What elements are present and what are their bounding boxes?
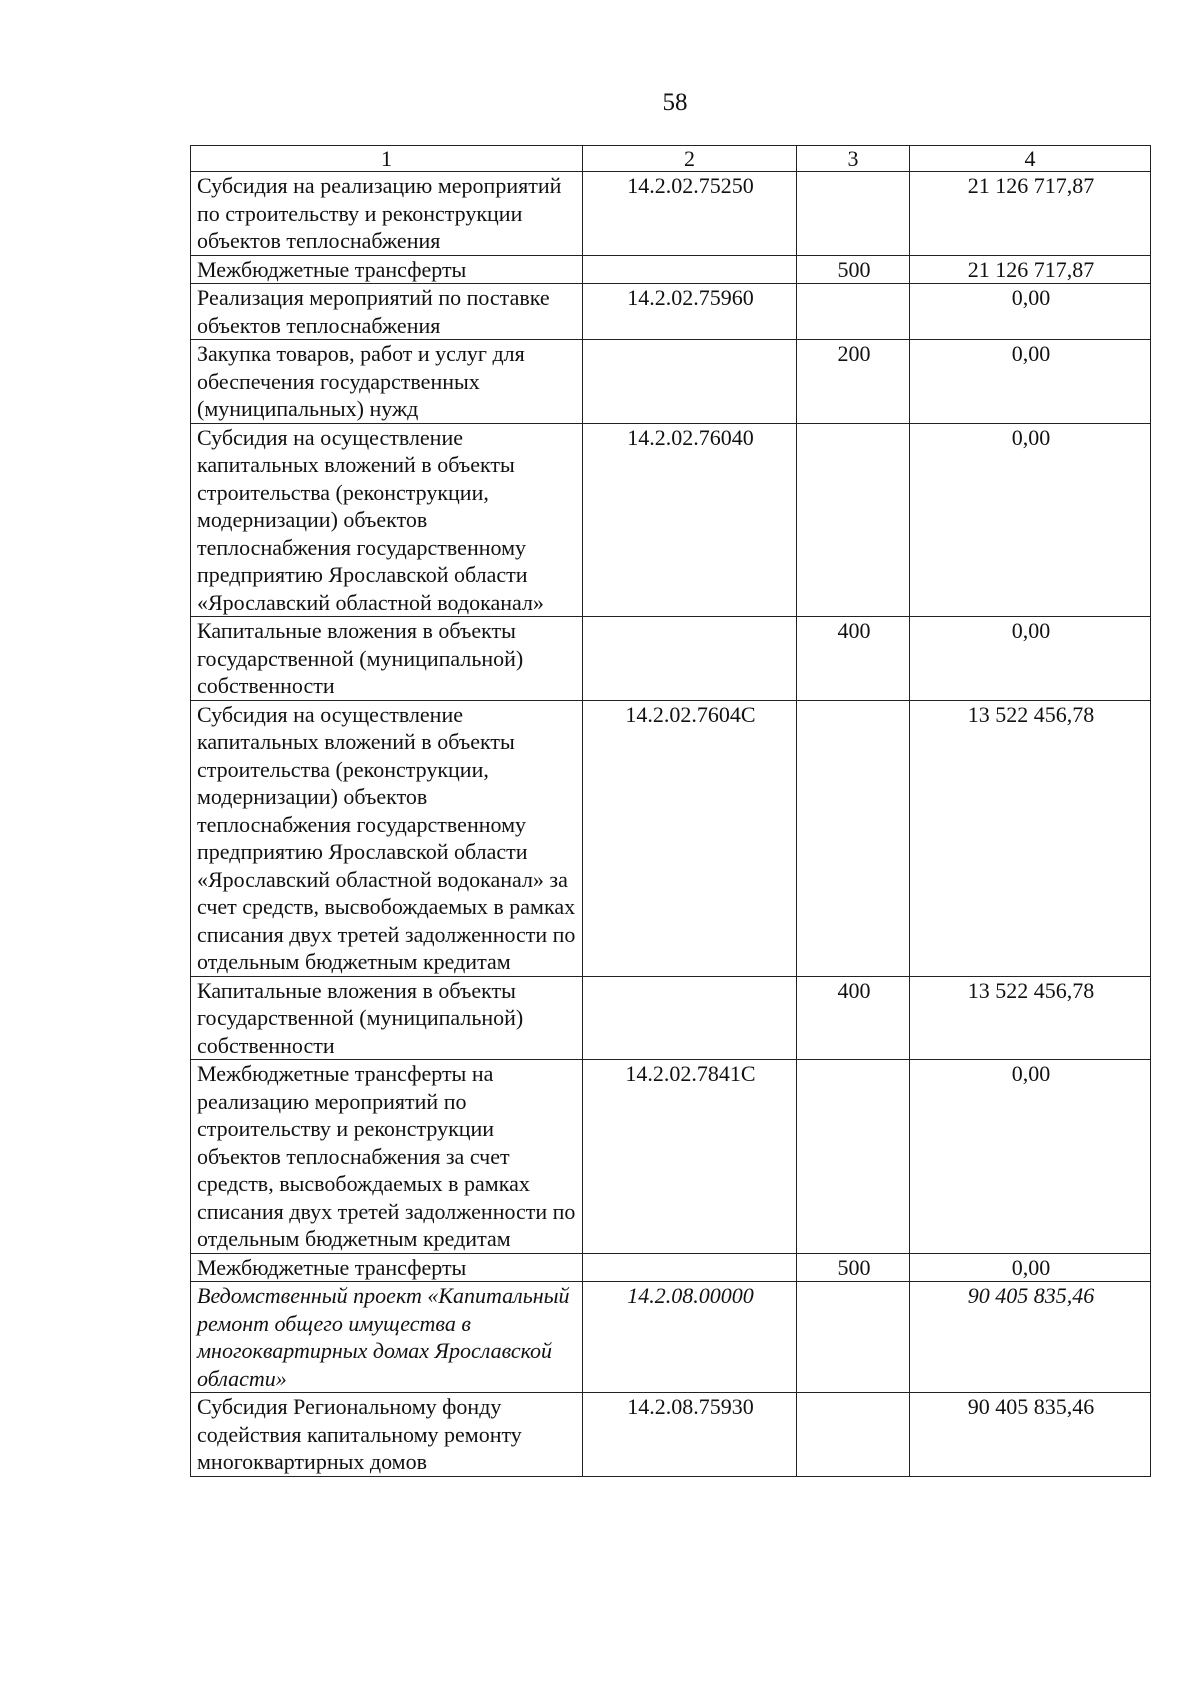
row-type-cell [797, 423, 910, 617]
column-header-3: 3 [797, 146, 910, 172]
row-sum-cell: 0,00 [910, 284, 1151, 340]
row-name-cell: Капитальные вложения в объекты государственной (муниципальной) собственности [191, 617, 583, 701]
row-name-cell: Субсидия на осуществление капитальных вложений в объекты строительства (реконструкции, модернизации) объектов теплоснабжения государственному предприятию Ярославской области «Ярославский областной водоканал» за счет средств, высвобождаемых в рамках списания двух третей задолженности по отдельным бюджетным кредитам [191, 700, 583, 976]
row-sum-cell: 0,00 [910, 340, 1151, 424]
column-header-1: 1 [191, 146, 583, 172]
row-type-cell: 500 [797, 255, 910, 284]
row-type-cell [797, 700, 910, 976]
table-row [191, 172, 1151, 256]
table-row [191, 1282, 1151, 1393]
row-code-cell [583, 617, 797, 701]
row-code-cell [583, 340, 797, 424]
row-sum-cell: 13 522 456,78 [910, 976, 1151, 1060]
row-type-cell [797, 284, 910, 340]
row-sum-cell: 0,00 [910, 1253, 1151, 1282]
row-sum-cell: 0,00 [910, 1060, 1151, 1254]
table-row [191, 617, 1151, 701]
row-name-cell: Субсидия Региональному фонду содействия капитальному ремонту многоквартирных домов [191, 1393, 583, 1477]
table-row [191, 976, 1151, 1060]
table-header-row [191, 146, 1151, 172]
row-sum-cell: 13 522 456,78 [910, 700, 1151, 976]
row-type-cell [797, 1282, 910, 1393]
row-name-cell: Субсидия на реализацию мероприятий по строительству и реконструкции объектов теплоснабжения [191, 172, 583, 256]
row-sum-cell: 0,00 [910, 423, 1151, 617]
row-type-cell: 400 [797, 617, 910, 701]
row-code-cell: 14.2.02.7841С [583, 1060, 797, 1254]
table-row [191, 1393, 1151, 1477]
row-code-cell: 14.2.08.75930 [583, 1393, 797, 1477]
row-code-cell [583, 255, 797, 284]
table-row [191, 1060, 1151, 1254]
row-type-cell: 200 [797, 340, 910, 424]
row-code-cell: 14.2.02.75250 [583, 172, 797, 256]
row-code-cell [583, 976, 797, 1060]
table-row [191, 340, 1151, 424]
row-code-cell: 14.2.02.75960 [583, 284, 797, 340]
row-name-cell: Капитальные вложения в объекты государственной (муниципальной) собственности [191, 976, 583, 1060]
row-sum-cell: 21 126 717,87 [910, 255, 1151, 284]
row-code-cell [583, 1253, 797, 1282]
row-sum-cell: 0,00 [910, 617, 1151, 701]
row-type-cell [797, 172, 910, 256]
row-sum-cell: 90 405 835,46 [910, 1282, 1151, 1393]
row-type-cell [797, 1393, 910, 1477]
row-code-cell: 14.2.02.7604С [583, 700, 797, 976]
row-type-cell: 400 [797, 976, 910, 1060]
column-header-4: 4 [910, 146, 1151, 172]
table-row [191, 1253, 1151, 1282]
row-name-cell: Ведомственный проект «Капитальный ремонт общего имущества в многоквартирных домах Ярославской области» [191, 1282, 583, 1393]
row-name-cell: Закупка товаров, работ и услуг для обеспечения государственных (муниципальных) нужд [191, 340, 583, 424]
row-code-cell: 14.2.08.00000 [583, 1282, 797, 1393]
table-row [191, 284, 1151, 340]
row-name-cell: Межбюджетные трансферты [191, 255, 583, 284]
row-name-cell: Субсидия на осуществление капитальных вложений в объекты строительства (реконструкции, модернизации) объектов теплоснабжения государственному предприятию Ярославской области «Ярославский областной водоканал» [191, 423, 583, 617]
table-row [191, 700, 1151, 976]
column-header-2: 2 [583, 146, 797, 172]
budget-table [190, 145, 1151, 1477]
row-name-cell: Реализация мероприятий по поставке объектов теплоснабжения [191, 284, 583, 340]
page-number: 58 [662, 89, 688, 116]
table-row [191, 423, 1151, 617]
row-sum-cell: 21 126 717,87 [910, 172, 1151, 256]
row-sum-cell: 90 405 835,46 [910, 1393, 1151, 1477]
row-name-cell: Межбюджетные трансферты [191, 1253, 583, 1282]
table-row [191, 255, 1151, 284]
row-type-cell [797, 1060, 910, 1254]
row-code-cell: 14.2.02.76040 [583, 423, 797, 617]
row-type-cell: 500 [797, 1253, 910, 1282]
row-name-cell: Межбюджетные трансферты на реализацию мероприятий по строительству и реконструкции объектов теплоснабжения за счет средств, высвобождаемых в рамках списания двух третей задолженности по отдельным бюджетным кредитам [191, 1060, 583, 1254]
